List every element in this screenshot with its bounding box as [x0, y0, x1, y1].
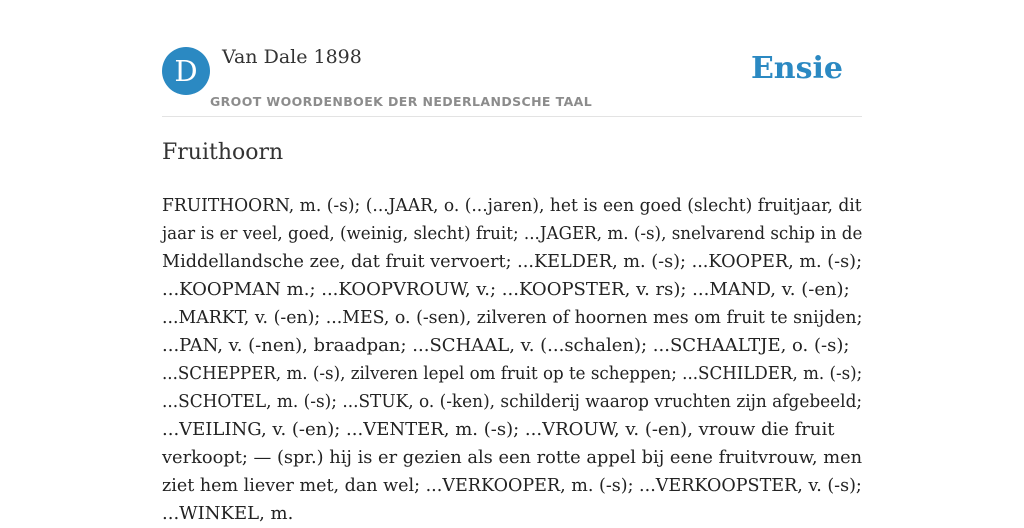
definition-line: ...MARKT, v. (-en); ...MES, o. (-sen), zilveren of hoornen mes om fruit te snijden; — [162, 307, 863, 328]
definition-line: verkoopt; — (spr.) hij is er gezien als een rotte appel bij eene fruitvrouw, men — [162, 447, 863, 468]
definition-line: ...PAN, v. (-nen), braadpan; ...SCHAAL, v. (...schalen); ...SCHAALTJE, o. (-s); — [162, 335, 850, 356]
brand-logo-link[interactable]: Ensie — [750, 51, 843, 86]
definition-line: ...VEILING, v. (-en); ...VENTER, m. (-s); ...VROUW, v. (-en), vrouw die fruit — [162, 419, 835, 440]
dictionary-subtitle: GROOT WOORDENBOEK DER NEDERLANDSCHE TAAL — [210, 94, 593, 109]
definition-line: ...SCHOTEL, m. (-s); ...STUK, o. (-ken), schilderij waarop vruchten zijn afgebeeld; — [162, 391, 863, 412]
site-header — [162, 0, 862, 117]
dictionary-logo-icon[interactable]: D — [162, 47, 210, 95]
definition-line: ...WINKEL, m. — [162, 503, 294, 524]
dictionary-name[interactable]: Van Dale 1898 — [222, 46, 362, 68]
definition-line: ...SCHEPPER, m. (-s), zilveren lepel om fruit op te scheppen; ...SCHILDER, m. (-s); — [162, 363, 863, 384]
definition-line: jaar is er veel, goed, (weinig, slecht) fruit; ...JAGER, m. (-s), snelvarend schip in de — [162, 223, 863, 244]
entry-title: Fruithoorn — [162, 140, 284, 165]
entry-definition — [162, 192, 862, 528]
definition-line: FRUITHOORN, m. (-s); (...JAAR, o. (...jaren), het is een goed (slecht) fruitjaar, dit — [162, 195, 862, 216]
definition-line: ...KOOPMAN m.; ...KOOPVROUW, v.; ...KOOPSTER, v. rs); ...MAND, v. (-en); — [162, 279, 850, 300]
definition-line: ziet hem liever met, dan wel; ...VERKOOPER, m. (-s); ...VERKOOPSTER, v. (-s); — [162, 475, 862, 496]
definition-line: Middellandsche zee, dat fruit vervoert; ...KELDER, m. (-s); ...KOOPER, m. (-s); — [162, 251, 863, 272]
